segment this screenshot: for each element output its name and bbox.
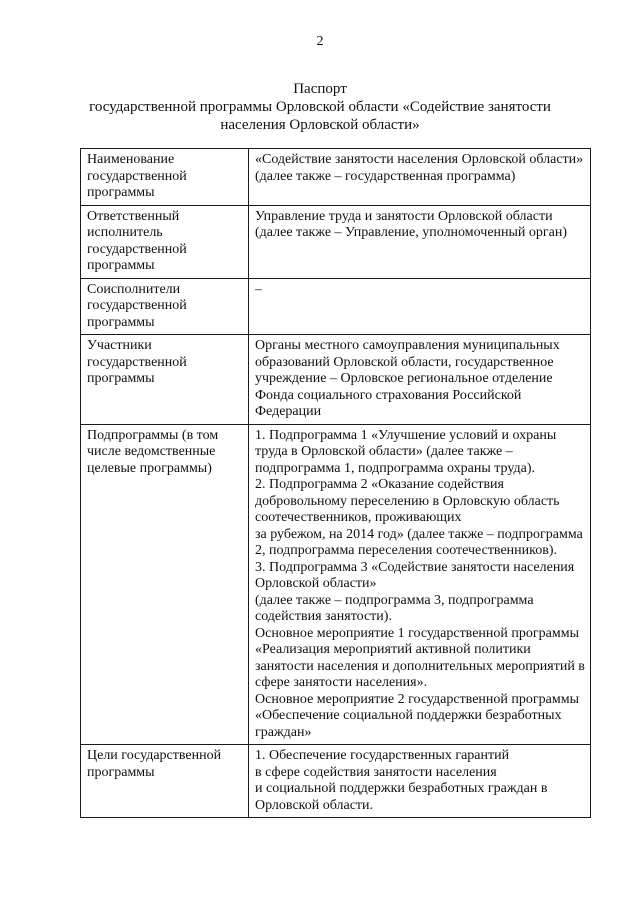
table-row xyxy=(81,149,591,206)
goal-line: и социальной поддержки безработных граждан в Орловской области. xyxy=(255,781,548,813)
row-label-program-goals: Цели государственной программы xyxy=(81,745,249,818)
document-title xyxy=(40,80,600,134)
subprogram-item: 2. Подпрограмма 2 «Оказание содействия добровольному переселению в Орловскую область соотечественников, проживающих xyxy=(255,477,560,525)
subprogram-item: 1. Подпрограмма 1 «Улучшение условий и охраны труда в Орловской области» (далее также – подпрограмма 1, подпрограмма охраны труда). xyxy=(255,427,557,476)
row-label-subprograms: Подпрограммы (в том числе ведомственные целевые программы) xyxy=(81,424,249,745)
main-activity-item: Основное мероприятие 1 государственной программы «Реализация мероприятий активной политики занятости населения и дополнительных мероприятий в сфере занятости населения». xyxy=(255,625,585,690)
table-row xyxy=(81,278,591,335)
row-value-participants xyxy=(249,335,591,425)
row-value-co-executors xyxy=(249,278,591,335)
table-row xyxy=(81,335,591,425)
value-text: «Содействие занятости населения Орловской области» (далее также – государственная программа) xyxy=(255,152,584,184)
goal-line: в сфере содействия занятости населения xyxy=(255,764,497,780)
subprogram-item: (далее также – подпрограмма 3, подпрограмма содействия занятости). xyxy=(255,592,534,624)
subprogram-item: за рубежом, на 2014 год» (далее также – подпрограмма 2, подпрограмма переселения соотечественников). xyxy=(255,526,583,558)
row-label-participants: Участники государственной программы xyxy=(81,335,249,425)
value-text: Управление труда и занятости Орловской области (далее также – Управление, уполномоченный орган) xyxy=(255,208,568,240)
value-text: Органы местного самоуправления муниципальных образований Орловской области, государственное учреждение – Орловское региональное отделение Фонда социального страхования Российской Федерации xyxy=(255,338,560,419)
title-line-1: Паспорт xyxy=(293,81,347,97)
row-label-co-executors: Соисполнители государственной программы xyxy=(81,278,249,335)
table-row xyxy=(81,745,591,818)
row-value-responsible-executor xyxy=(249,205,591,278)
table-row xyxy=(81,205,591,278)
main-activity-item: Основное мероприятие 2 государственной программы «Обеспечение социальной поддержки безработных граждан» xyxy=(255,691,579,740)
title-line-3: населения Орловской области» xyxy=(220,117,420,133)
page-number: 2 xyxy=(316,34,324,49)
row-value-program-goals xyxy=(249,745,591,818)
subprogram-item: 3. Подпрограмма 3 «Содействие занятости населения Орловской области» xyxy=(255,559,575,591)
row-label-program-name: Наименование государственной программы xyxy=(81,149,249,206)
goal-line: 1. Обеспечение государственных гарантий xyxy=(255,748,510,763)
row-value-program-name xyxy=(249,149,591,206)
title-line-2: государственной программы Орловской области «Содействие занятости xyxy=(89,99,551,115)
row-label-responsible-executor: Ответственный исполнитель государственной программы xyxy=(81,205,249,278)
value-text: – xyxy=(255,281,262,297)
row-value-subprograms xyxy=(249,424,591,745)
passport-table xyxy=(80,148,591,818)
table-row xyxy=(81,424,591,745)
